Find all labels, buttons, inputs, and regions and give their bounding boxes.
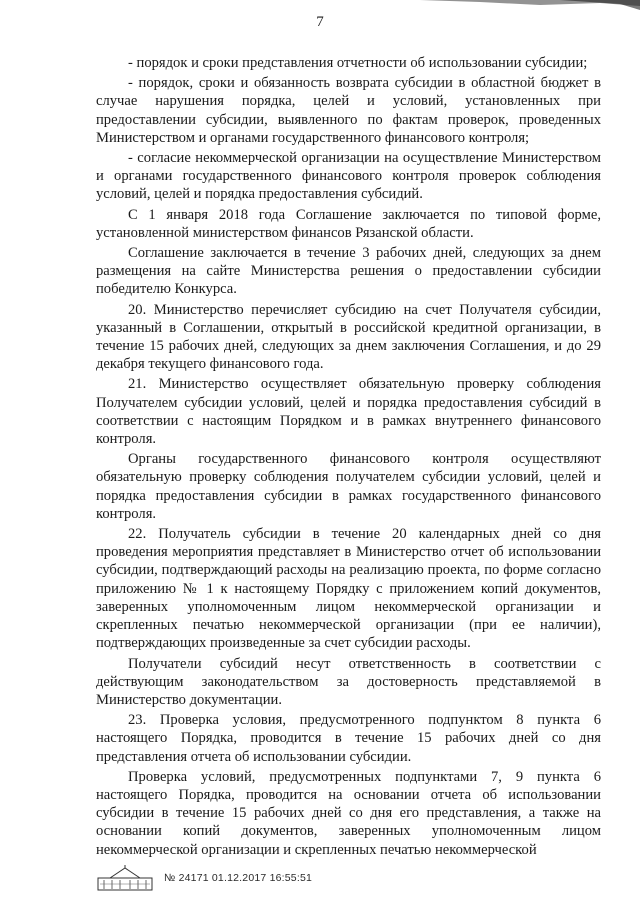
paragraph: - порядок, сроки и обязанность возврата субсидии в областной бюджет в случае нарушения порядка, целей и условий, установленных при предоставлении субсидии, выявленного по фактам проверок, проведенных Министерством и органами государственного финансового контроля; <box>96 75 601 146</box>
document-footer <box>96 864 312 892</box>
building-stamp-icon <box>96 864 154 892</box>
paragraph: Проверка условий, предусмотренных подпунктами 7, 9 пункта 6 настоящего Порядка, проводится на основании отчета об использовании субсидии в течение 15 рабочих дней со дня его представления, а также на основании копий документов, заверенных уполномоченным лицом некоммерческой организации и скрепленных печатью некоммерческой <box>96 768 601 858</box>
paragraph: - согласие некоммерческой организации на осуществление Министерством и органами государственного финансового контроля проверок соблюдения условий, целей и порядка предоставления субсидий. <box>96 150 601 203</box>
paragraph: 22. Получатель субсидии в течение 20 календарных дней со дня проведения мероприятия представляет в Министерство отчет об использовании субсидии, подтверждающий расходы на реализацию проекта, по форме согласно приложению № 1 к настоящему Порядку с приложением копий документов, заверенных уполномоченным лицом некоммерческой организации и скрепленных печатью некоммерческой организации (при ее наличии), подтверждающих произведенные за счет субсидии расходы. <box>96 526 601 652</box>
paragraph: Органы государственного финансового контроля осуществляют обязательную проверку соблюдения получателем субсидии условий, целей и порядка предоставления субсидии в рамках государственного финансового контроля. <box>96 451 601 522</box>
paragraph: 23. Проверка условия, предусмотренного подпунктом 8 пункта 6 настоящего Порядка, проводится в течение 15 рабочих дней со дня представления отчета об использовании субсидии. <box>96 712 601 765</box>
paragraph: С 1 января 2018 года Соглашение заключается по типовой форме, установленной министерством финансов Рязанской области. <box>96 206 601 241</box>
page-number: 7 <box>316 14 324 30</box>
document-body <box>96 54 601 859</box>
paragraph: Получатели субсидий несут ответственность в соответствии с действующим законодательством за достоверность представляемой в Министерство документации. <box>96 655 601 708</box>
paragraph: - порядок и сроки представления отчетности об использовании субсидии; <box>128 55 588 71</box>
paragraph: Соглашение заключается в течение 3 рабочих дней, следующих за днем размещения на сайте Министерства решения о предоставлении субсидии победителю Конкурса. <box>96 245 601 298</box>
paragraph: 20. Министерство перечисляет субсидию на счет Получателя субсидии, указанный в Соглашении, открытый в российской кредитной организации, в течение 15 рабочих дней, следующих за днем заключения Соглашения, и до 29 декабря текущего финансового года. <box>96 301 601 373</box>
paragraph: 21. Министерство осуществляет обязательную проверку соблюдения Получателем субсидии условий, целей и порядка предоставления субсидий в соответствии с настоящим Порядком и в рамках внутреннего финансового контроля. <box>96 376 601 448</box>
registration-number: № 24171 01.12.2017 16:55:51 <box>164 872 313 884</box>
